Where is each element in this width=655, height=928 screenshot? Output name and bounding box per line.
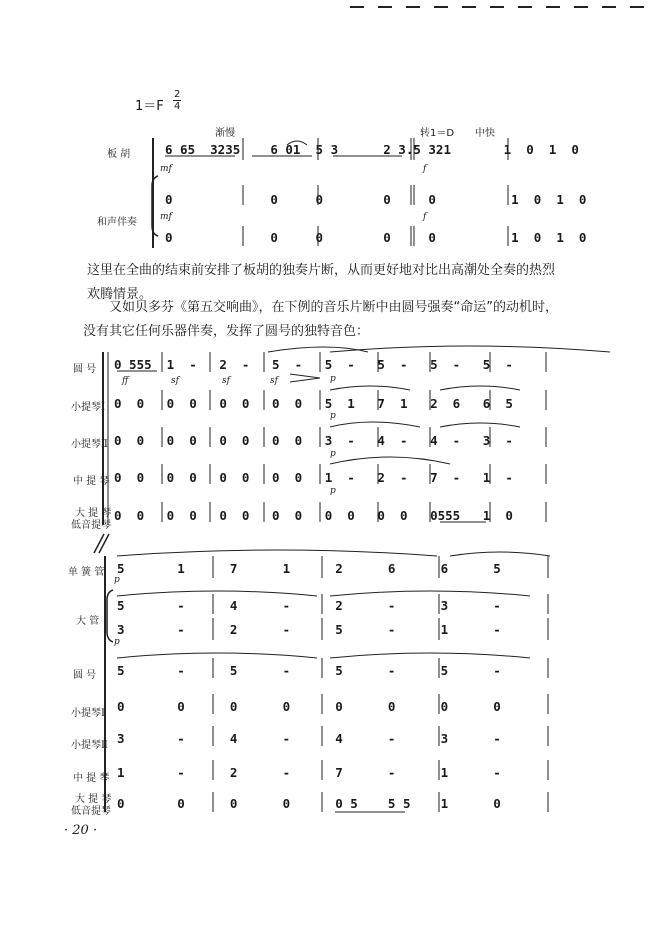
- instrument-label: 中 提 琴: [73, 476, 110, 487]
- body-paragraph: 又如贝多芬《第五交响曲》，在下例的音乐片断中由圆号强奏“命运”的动机时，没有其它任何乐器伴奏，发挥了圆号的独特音色：: [83, 300, 558, 339]
- instrument-label: 和声伴奏: [97, 217, 137, 228]
- dynamic-mark: p: [330, 449, 336, 459]
- instrument-label: 小提琴Ⅰ: [71, 708, 105, 719]
- instrument-label: 小提琴Ⅱ: [71, 740, 108, 751]
- instrument-label: 小提琴Ⅱ: [71, 439, 108, 450]
- dynamic-mark: p: [114, 637, 120, 647]
- instrument-label: 大 管: [76, 616, 100, 627]
- score-row: 0 555 1 - 2 - 5 - 5 - 5 - 5 - 5 -: [114, 357, 513, 372]
- instrument-label: 圆 号: [73, 364, 97, 375]
- page-number: · 20 ·: [64, 823, 98, 838]
- body-paragraph: 这里在全曲的结束前安排了板胡的独奏片断，从而更好地对比出高潮处全奏的热烈欢腾情景。: [87, 263, 556, 302]
- score-row: 0 0 0 0 0 0 0 0 0 0 0 0 0555 1 0: [114, 508, 513, 523]
- dynamic-mark: f: [423, 164, 427, 174]
- key-signature: 1＝F: [135, 99, 164, 114]
- dynamic-mark: sf: [171, 376, 179, 386]
- instrument-label: 低音提琴: [71, 520, 111, 531]
- instrument-label: 大 提 琴: [75, 794, 112, 805]
- score-row: 0 0 0 0 0 5 5 5 1 0: [117, 796, 501, 811]
- score-row: 0 0 0 0 0 0 0 0 1 - 2 - 7 - 1 -: [114, 470, 513, 485]
- score-row: 5 - 4 - 2 - 3 -: [117, 598, 501, 613]
- instrument-label: 大 提 琴: [75, 508, 112, 519]
- instrument-label: 圆 号: [73, 670, 97, 681]
- score-row: 5 - 5 - 5 - 5 -: [117, 663, 501, 678]
- dynamic-mark: p: [114, 575, 120, 585]
- instrument-label: 中 提 琴: [73, 773, 110, 784]
- time-sig-top: 2: [174, 89, 181, 100]
- score-row: 0 0 0 0 0 0 0 0 5 1 7 1 2 6 6 5: [114, 396, 513, 411]
- instrument-label: 小提琴Ⅰ: [71, 402, 105, 413]
- dynamic-mark: p: [330, 486, 336, 496]
- score-row: 0 0 0 0 0 1 0 1 0: [165, 192, 587, 207]
- tempo-mark: 转1＝D: [420, 128, 455, 139]
- instrument-label: 板 胡: [107, 149, 131, 160]
- score-row: 0 0 0 0 0 1 0 1 0: [165, 230, 587, 245]
- score-row: 6 65 3235 6 01 5 3 2 3.5 321 1 0 1 0: [165, 142, 579, 157]
- dynamic-mark: p: [330, 411, 336, 421]
- dynamic-mark: sf: [270, 376, 278, 386]
- score-row: 5 1 7 1 2 6 6 5: [117, 561, 501, 576]
- score-row: 3 - 4 - 4 - 3 -: [117, 731, 501, 746]
- time-sig-bottom: 4: [174, 101, 181, 112]
- tempo-mark: 中快: [475, 128, 495, 139]
- tempo-mark: 渐慢: [215, 128, 235, 139]
- score-row: 0 0 0 0 0 0 0 0 3 - 4 - 4 - 3 -: [114, 433, 513, 448]
- dynamic-mark: mf: [160, 164, 172, 174]
- dynamic-mark: f: [423, 212, 427, 222]
- score-row: 1 - 2 - 7 - 1 -: [117, 765, 501, 780]
- instrument-label: 低音提琴: [71, 806, 111, 817]
- dynamic-mark: ff: [122, 376, 129, 386]
- score-row: 3 - 2 - 5 - 1 -: [117, 622, 501, 637]
- dynamic-mark: p: [330, 374, 336, 384]
- score-row: 0 0 0 0 0 0 0 0: [117, 699, 501, 714]
- dynamic-mark: sf: [222, 376, 230, 386]
- instrument-label: 单 簧 管: [68, 567, 105, 578]
- dynamic-mark: mf: [160, 212, 172, 222]
